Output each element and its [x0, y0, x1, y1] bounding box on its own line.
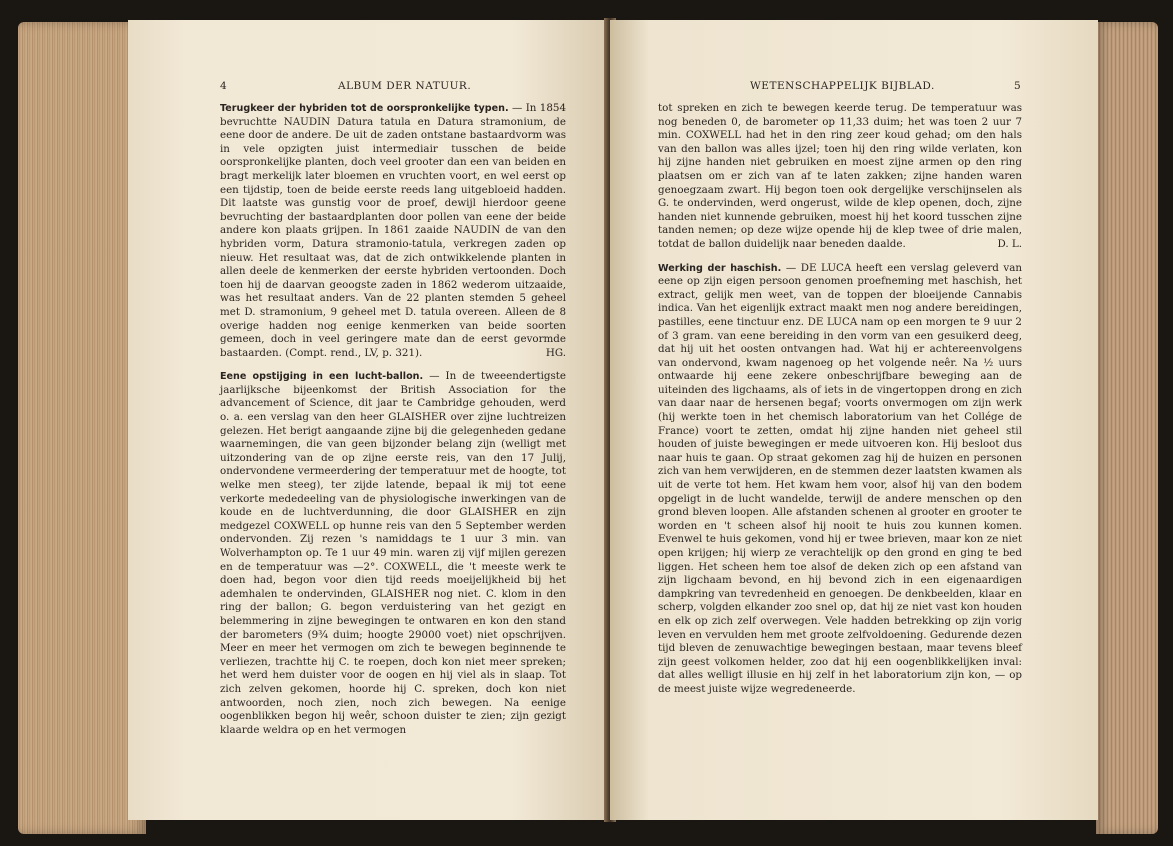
- right-page-number: 5: [1014, 80, 1022, 92]
- left-running-head: ALBUM DER NATUUR.: [338, 80, 472, 92]
- article-signature: HG.: [545, 346, 566, 359]
- right-body: [658, 102, 1022, 697]
- open-book: [18, 14, 1158, 836]
- article-heading: Eene opstijging in een lucht-ballon.: [220, 371, 424, 383]
- right-page-edges: [1096, 22, 1158, 834]
- article-heading: Terugkeer der hybriden tot de oorspronkelijke typen.: [220, 103, 509, 114]
- article-text: — DE LUCA heeft een verslag geleverd van eene op zijn eigen persoon genomen proefneming met haschish, het extract, gelijk men weet, van de toppen der bloeijende Cannabis indica. Van het eigenlijk extract maakt men nog andere bereidingen, pastilles, eene tinctuur enz. DE LUCA nam op een morgen te 9 uur 2 of 3 gram. van eene bereiding in den vorm van een gesuikerd deeg, dat hij uit het oosten ontvangen had. Wat hij er achtereenvolgens van ondervond, kwam nagenoeg op het volgende neêr. Na ½ uurs ontwaarde hij eene zekere onbeschrijfbare beweging aan de uiteinden des ligchaams, als of iets in de vingertoppen drong en zich van daar naar de hersenen begaf; voorts onvermogen om zijn werk (hij werkte toen in het chemisch laboratorium van het Collége de France) voort te zetten, omdat hij zijne handen niet geheel stil houden of juiste bewegingen er mede uitvoeren kon. Hij besloot dus naar huis te gaan. Op straat gekomen zag hij de huizen en personen zich van hem verwijderen, en de stemmen dezer laatsten kwamen als uit de verte tot hem. Het kwam hem voor, alsof hij van den bodem opgeligt in de lucht wandelde, terwijl de andere menschen op den grond bleven loopen. Alle afstanden schenen al grooter en grooter te worden en 't scheen alsof hij nooit te huis zou kunnen komen. Evenwel te huis gekomen, vond hij er twee brieven, maar kon ze niet open krijgen; hij wierp ze verachtelijk op den grond en ging te bed liggen. Het scheen hem toe alsof de deken zich op een afstand van zijn ligchaam bevond, en hij bevond zich in een eigenaardigen dampkring van tevredenheid en genoegen. De denkbeelden, klaar en scherp, volgden elkander zoo snel op, dat hij ze niet vast kon houden en elk op zich zelf overwegen. Vele hadden betrekking op zijn vorig leven en vervulden hem met groote zelfvoldoening. Gedurende dezen tijd bleven de zenuwachtige bewegingen bestaan, maar tevens bleef zijn geest volkomen helder, zoo dat hij een oogenblikkelijken inval: dat alles welligt illusie en hij zelf in het laboratorium zijn kon, — op de meest juiste wijze wegredeneerde.: [658, 261, 1022, 695]
- left-page-number: 4: [220, 80, 228, 92]
- left-page-edges: [18, 22, 146, 834]
- article-text: — In 1854 bevruchtte NAUDIN Datura tatula en Datura stramonium, de eene door de andere. De uit de zaden ontstane bastaardvorm was in vele opzigten juist intermediair tusschen de beide oorspronkelijke planten, doch veel grooter dan een van beiden en bragt merkelijk later bloemen en vruchten voort, en wel eerst op een tijdstip, toen de beide eerste reeds lang uitgebloeid hadden. Dit laatste was gunstig voor de proef, dewijl hierdoor geene bevruchting der bastaardplanten door pollen van eene der beide andere kon plaats grijpen. In 1861 zaaide NAUDIN de van den hybriden vorm, Datura stramonio-tatula, verkregen zaden op nieuw. Het resultaat was, dat de zich ontwikkelende planten in allen deele de kenmerken der eerste hybriden vertoonden. Doch toen hij de daarvan geoogste zaden in 1862 wederom uitzaaide, was het resultaat anders. Van de 22 planten stemden 5 geheel met D. stramonium, 9 geheel met D. tatula overeen. Alleen de 8 overige hadden nog eenige kenmerken van beide soorten gemeen, doch in veel geringere mate dan de eerst gevormde bastaarden. (Compt. rend., LV, p. 321).: [220, 102, 566, 359]
- right-running-head: WETENSCHAPPELIJK BIJBLAD.: [750, 80, 935, 92]
- article-haschish: [658, 262, 1022, 697]
- article-luchtballon: [220, 370, 566, 737]
- left-body: [220, 102, 566, 737]
- left-page: [128, 20, 608, 820]
- article-text: — In de tweeendertigste jaarlijksche bijeenkomst der British Association for the advancement of Science, dit jaar te Cambridge gehouden, werd o. a. een verslag van den heer GLAISHER over zijne luchtreizen gelezen. Het berigt aangaande zijne bij die gelegenheden gedane waarnemingen, die van geen bijzonder belang zijn (welligt met uitzondering van de op zijne eerste reis, van den 17 Julij, ondervondene vermeerdering der temperatuur met de hoogte, tot welke men steeg), ter zijde latende, bepaal ik mij tot eene verkorte mededeeling van de physiologische inwerkingen van de koude en de luchtverdunning, die door GLAISHER en zijn medgezel COXWELL op hunne reis van den 5 September werden ondervonden. Zij rezen 's namiddags te 1 uur 3 min. van Wolverhampton op. Te 1 uur 49 min. waren zij vijf mijlen gerezen en de temperatuur was —2°. COXWELL, die 't meeste werk te doen had, begon voor dien tijd reeds moeijelijkheid bij het ademhalen te ondervinden, GLAISHER nog niet. C. klom in den ring der ballon; G. begon verduistering van het gezigt en belemmering in zijne bewegingen te ontwaren en kon den stand der barometers (9¾ duim; hoogte 29000 voet) niet opschrijven. Meer en meer het vermogen om zich te bewegen beginnende te verliezen, trachtte hij C. te roepen, doch kon niet meer spreken; het werd hem duister voor de oogen en hij viel als in slaap. Tot zich zelven gekomen, hoorde hij C. spreken, doch kon niet antwoorden, noch zien, noch zich bewegen. Na eenige oogenblikken begon hij weêr, schoon duister te zien; zijn gezigt klaarde weldra op en het vermogen: [220, 370, 567, 736]
- article-text: tot spreken en zich te bewegen keerde terug. De temperatuur was nog beneden 0, de barometer op 11,33 duim; het was toen 2 uur 7 min. COXWELL had het in den ring zeer koud gehad; om den hals van den ballon was alles ijzel; toen hij den ring wilde verlaten, kon hij zijne handen niet gebruiken en moest zijne armen op den ring plaatsen om er zich van af te laten zakken; zijne handen waren genoegzaam zwart. Hij begon toen ook dergelijke verschijnselen als G. te ondervinden, werd ongerust, wilde de klep openen, doch, zijne handen niet kunnende gebruiken, moest hij het koord tusschen zijne tanden nemen; op deze wijze opende hij de klep twee of drie malen, totdat de ballon duidelijk naar beneden daalde.: [658, 102, 1022, 250]
- article-hybriden: [220, 102, 566, 360]
- right-page: [610, 20, 1098, 820]
- article-signature: D. L.: [997, 237, 1022, 250]
- article-heading: Werking der haschish.: [658, 262, 782, 274]
- article-continuation: [658, 102, 1022, 252]
